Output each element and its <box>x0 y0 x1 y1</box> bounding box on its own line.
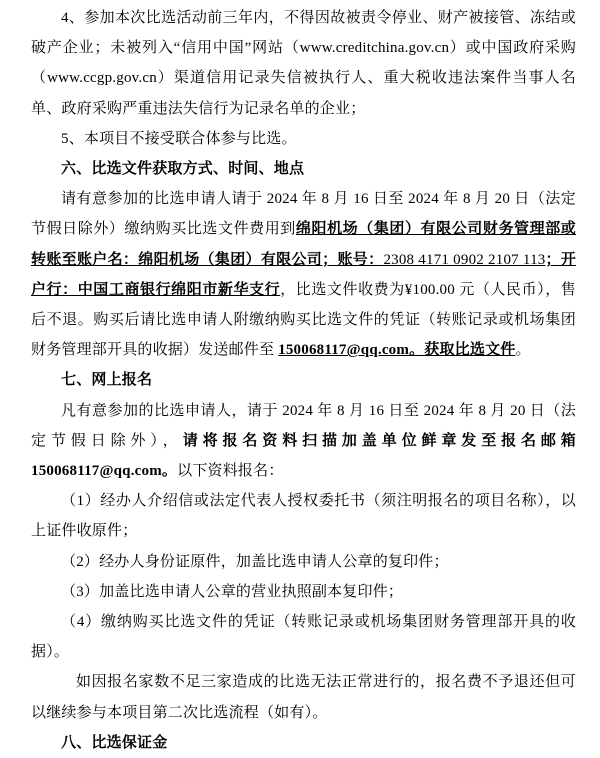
payment-deadline-text: 请有意参加的比选申请人请于 2024 年 8 月 16 日至 2024 年 8 月 20 日（法定节假日除外）缴纳购买比选文件费用到 <box>31 191 576 238</box>
purchase-email-address: 150068117@qq.com。获取比选文件 <box>278 342 516 359</box>
signup-item-1: （1）经办人介绍信或法定代表人授权委托书（须注明报名的项目名称），以上证件收原件； <box>31 493 576 540</box>
bank-branch-name: ；开户行：中国工商银行绵阳市新华支行 <box>31 251 577 298</box>
signup-item-3: （3）加盖比选申请人公章的营业执照副本复印件； <box>61 583 404 600</box>
signup-instruction-email: 请将报名资料扫描加盖单位鲜章发至报名邮箱 150068117@qq.com。 <box>31 432 576 480</box>
section-7-intro-paragraph <box>31 396 576 487</box>
signup-deadline-text: 凡有意参加的比选申请人，请于 2024 年 8 月 16 日至 2024 年 8 月 20 日（法定节假日除外）， <box>31 402 576 449</box>
signup-item-4: （4）缴纳购买比选文件的凭证（转账记录或机场集团财务管理部开具的收据）。 <box>31 614 576 661</box>
section-6-paragraph <box>31 184 576 365</box>
sentence-period: 。 <box>515 342 531 359</box>
clause-4-paragraph: 4、参加本次比选活动前三年内，不得因故被责令停业、财产被接管、冻结或破产企业；未被列入“信用中国”网站（www.creditchina.gov.cn）或中国政府采购（www.ccgp.gov.cn）渠道信用记录失信被执行人、重大税收违法案件当事人名单、政府采购严重违法失信行为记录名单的企业； <box>31 10 576 117</box>
account-number: 2308 4171 0902 2107 113 <box>383 251 546 268</box>
section-8-heading: 八、比选保证金 <box>61 734 168 751</box>
signup-materials-lead: 以下资料报名： <box>177 463 284 480</box>
clause-5-paragraph: 5、本项目不接受联合体参与比选。 <box>61 130 297 147</box>
insufficient-applicants-note: 如因报名家数不足三家造成的比选无法正常进行的，报名费不予退还但可以继续参与本项目第二次比选流程（如有）。 <box>31 674 576 721</box>
section-7-heading: 七、网上报名 <box>61 372 153 389</box>
section-6-heading: 六、比选文件获取方式、时间、地点 <box>61 161 305 178</box>
signup-item-2: （2）经办人身份证原件，加盖比选申请人公章的复印件； <box>61 553 449 570</box>
payee-account-name: 绵阳机场（集团）有限公司财务管理部或转账至账户名：绵阳机场（集团）有限公司；账号： <box>31 221 577 268</box>
fee-and-receipt-text: ，比选文件收费为¥100.00 元（人民币），售后不退。购买后请比选申请人附缴纳购买比选文件的凭证（转账记录或机场集团财务管理部开具的收据）发送邮件至 <box>31 281 576 359</box>
